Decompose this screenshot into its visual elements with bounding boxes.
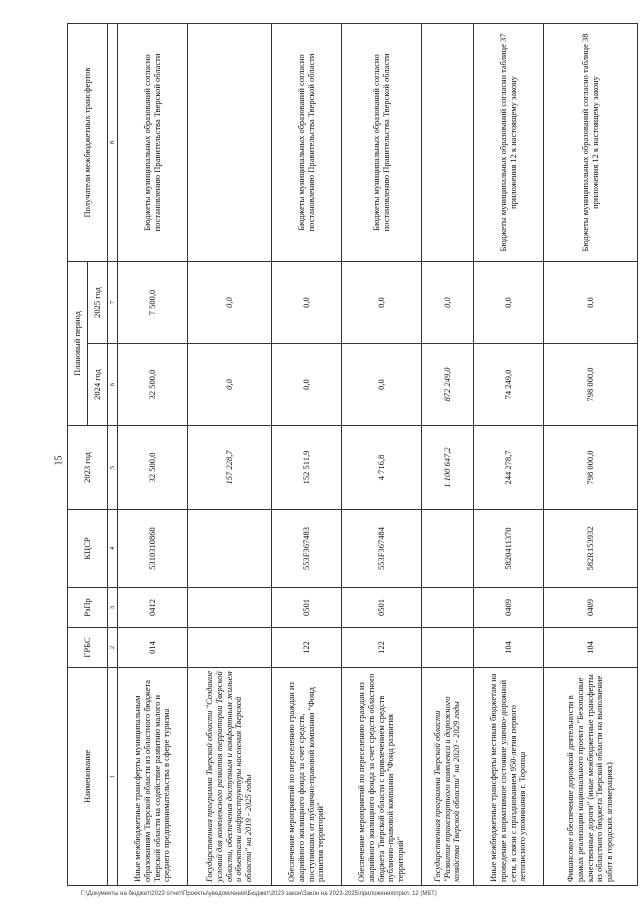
column-index: 8 bbox=[108, 24, 118, 262]
header-2025: 2025 год bbox=[88, 262, 108, 344]
header-plan-period: Плановый период bbox=[68, 262, 88, 426]
row-2023: 152 511,9 bbox=[272, 426, 342, 510]
row-grbs: 104 bbox=[544, 628, 638, 668]
row-2024: 0,0 bbox=[342, 344, 422, 426]
row-2023: 157 228,7 bbox=[188, 426, 272, 510]
row-kcsr: 5310310860 bbox=[118, 510, 188, 588]
transfers-table bbox=[67, 23, 638, 886]
column-index: 7 bbox=[108, 262, 118, 344]
column-index: 4 bbox=[108, 510, 118, 588]
row-grbs bbox=[422, 628, 474, 668]
row-2023: 4 716,8 bbox=[342, 426, 422, 510]
row-2024: 32 500,0 bbox=[118, 344, 188, 426]
header-kcsr: КЦСР bbox=[68, 510, 108, 588]
rotated-table-wrapper bbox=[67, 24, 627, 886]
column-index: 1 bbox=[108, 668, 118, 886]
row-rzpr: 0412 bbox=[118, 588, 188, 628]
column-index: 2 bbox=[108, 628, 118, 668]
row-name: Государственная программа Тверской области "Создание условий для комплексного развития территории Тверской области, обеспечения доступным и комфортным жильем и объектами инфраструктуры населения Тверской области" на 2019 - 2025 годы bbox=[188, 668, 272, 886]
row-recipients: Бюджеты муниципальных образований согласно постановлению Правительства Тверской области bbox=[342, 24, 422, 262]
row-grbs: 122 bbox=[342, 628, 422, 668]
row-2023: 32 500,0 bbox=[118, 426, 188, 510]
row-2025: 0,0 bbox=[272, 262, 342, 344]
header-recipients: Получатели межбюджетных трансфертов bbox=[68, 24, 108, 262]
row-recipients bbox=[422, 24, 474, 262]
row-rzpr: 0409 bbox=[544, 588, 638, 628]
row-2025: 0,0 bbox=[342, 262, 422, 344]
row-rzpr bbox=[422, 588, 474, 628]
row-name: Финансовое обеспечение дорожной деятельности в рамках реализации национального проекта "Безопасные качественные дороги" (иные межбюджетные трансферты из областного бюджета Тверской области на выполнение работ в городских агломерациях) bbox=[544, 668, 638, 886]
row-name: Иные межбюджетные трансферты муниципальным образованиям Тверской области из областного бюджета Тверской области на содействие развитию малого и среднего предпринимательства в сфере туризма bbox=[118, 668, 188, 886]
table-row bbox=[544, 24, 638, 886]
column-index: 5 bbox=[108, 426, 118, 510]
row-kcsr bbox=[188, 510, 272, 588]
row-name: Обеспечение мероприятий по переселению граждан из аварийного жилищного фонда за счет средств областного бюджета Тверской области с привлечением средств публично-правовой компании "Фонд развития территорий" bbox=[342, 668, 422, 886]
header-grbs: ГРБС bbox=[68, 628, 108, 668]
file-path-footer: Г:\Документы на бюджет\2023 отчет\Проекты\уведомления\Бюджет\2023 закон\Закон на 2023-2025\приложения\прил. 12 (МБТ) bbox=[81, 891, 437, 897]
table-row bbox=[272, 24, 342, 886]
row-recipients: Бюджеты муниципальных образований согласно таблице 37 приложения 12 к настоящему закону bbox=[474, 24, 544, 262]
header-2023: 2023 год bbox=[68, 426, 108, 510]
row-2023: 798 000,0 bbox=[544, 426, 638, 510]
header-2024: 2024 год bbox=[88, 344, 108, 426]
row-rzpr: 0409 bbox=[474, 588, 544, 628]
row-kcsr: 553F367483 bbox=[272, 510, 342, 588]
row-2023: 244 278,7 bbox=[474, 426, 544, 510]
table-row bbox=[342, 24, 422, 886]
row-2025: 0,0 bbox=[422, 262, 474, 344]
row-kcsr: 5820411370 bbox=[474, 510, 544, 588]
row-recipients: Бюджеты муниципальных образований согласно постановлению Правительства Тверской области bbox=[272, 24, 342, 262]
column-index-row bbox=[108, 24, 118, 886]
row-rzpr: 0501 bbox=[342, 588, 422, 628]
row-grbs: 104 bbox=[474, 628, 544, 668]
table-area bbox=[67, 24, 627, 886]
row-rzpr: 0501 bbox=[272, 588, 342, 628]
row-recipients: Бюджеты муниципальных образований согласно таблице 38 приложения 12 к настоящему закону bbox=[544, 24, 638, 262]
row-2023: 1 100 647,2 bbox=[422, 426, 474, 510]
header-rzpr: РзПр bbox=[68, 588, 108, 628]
column-index: 6 bbox=[108, 344, 118, 426]
row-kcsr: 582R153932 bbox=[544, 510, 638, 588]
table-row-program bbox=[422, 24, 474, 886]
row-name: Обеспечение мероприятий по переселению граждан из аварийного жилищного фонда за счет средств, поступивших от публично-правовой компании "Фонд развития территорий" bbox=[272, 668, 342, 886]
row-kcsr: 553F367484 bbox=[342, 510, 422, 588]
header-name: Наименование bbox=[68, 668, 108, 886]
table-row bbox=[118, 24, 188, 886]
row-name: Иные межбюджетные трансферты местным бюджетам на проведение в нормативное состояние улично-дорожной сети, в связи с празднованием 950-летия первого летописного упоминания г. Торопца bbox=[474, 668, 544, 886]
row-name: Государственная программа Тверской области "Развитие транспортного комплекса и дорожного хозяйства Тверской области" на 2020 - 2029 годы bbox=[422, 668, 474, 886]
table-row bbox=[474, 24, 544, 886]
row-2025: 0,0 bbox=[544, 262, 638, 344]
row-kcsr bbox=[422, 510, 474, 588]
row-2025: 7 500,0 bbox=[118, 262, 188, 344]
row-recipients bbox=[188, 24, 272, 262]
table-row-program bbox=[188, 24, 272, 886]
row-2025: 0,0 bbox=[188, 262, 272, 344]
page-number: 15 bbox=[53, 455, 65, 466]
row-recipients: Бюджеты муниципальных образований согласно постановлению Правительства Тверской области bbox=[118, 24, 188, 262]
row-2024: 0,0 bbox=[188, 344, 272, 426]
row-2025: 0,0 bbox=[474, 262, 544, 344]
row-rzpr bbox=[188, 588, 272, 628]
row-2024: 872 249,0 bbox=[422, 344, 474, 426]
column-index: 3 bbox=[108, 588, 118, 628]
row-grbs: 014 bbox=[118, 628, 188, 668]
row-2024: 74 249,0 bbox=[474, 344, 544, 426]
row-2024: 0,0 bbox=[272, 344, 342, 426]
row-2024: 798 000,0 bbox=[544, 344, 638, 426]
row-grbs: 122 bbox=[272, 628, 342, 668]
row-grbs bbox=[188, 628, 272, 668]
